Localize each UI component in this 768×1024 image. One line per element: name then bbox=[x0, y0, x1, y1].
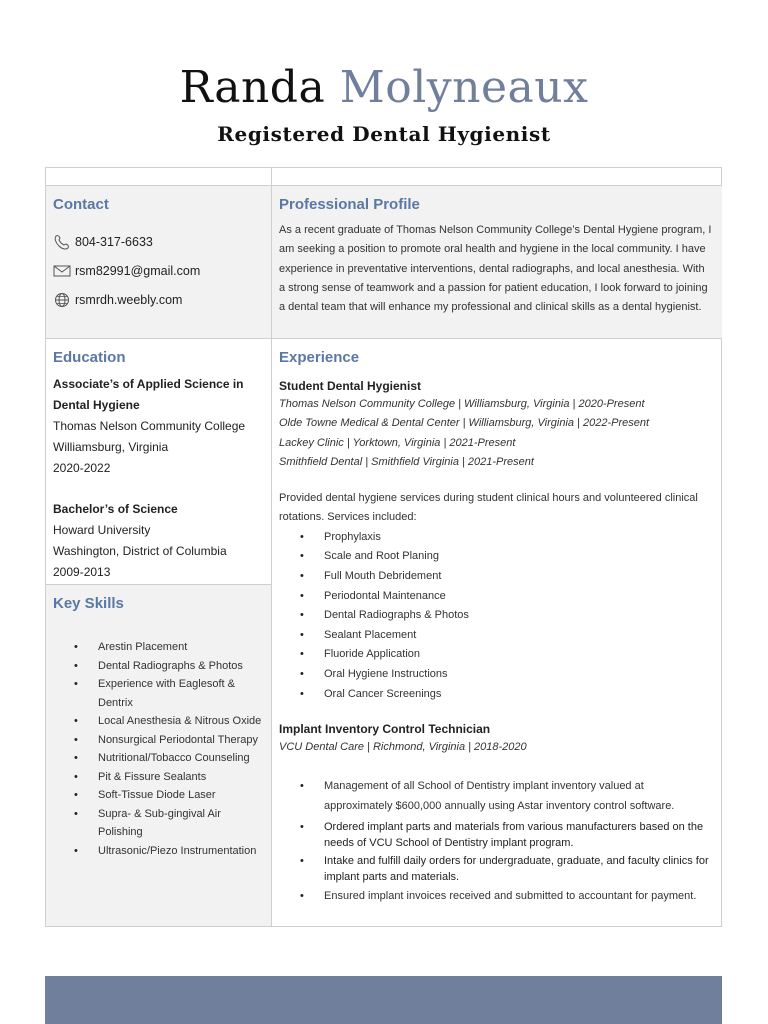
website-link[interactable]: rsmrdh.weebly.com bbox=[75, 292, 183, 307]
job-summary: Provided dental hygiene services during student clinical hours and volunteered clinical rotations. Services included: bbox=[279, 492, 698, 524]
experience-heading: Experience bbox=[279, 349, 360, 366]
contact-heading: Contact bbox=[53, 196, 109, 213]
list-item: • Oral Cancer Screenings bbox=[279, 685, 712, 705]
candidate-name bbox=[0, 60, 768, 116]
list-item: • Ordered implant parts and materials from various manufacturers based on the needs of VCU School of Dentistry implant program. bbox=[279, 819, 712, 851]
list-item: • Ensured implant invoices received and submitted to accountant for payment. bbox=[279, 887, 712, 907]
profile-heading: Professional Profile bbox=[279, 196, 420, 213]
degree-name: Associate’s of Applied Science in bbox=[53, 377, 244, 391]
education-years: 2020-2022 bbox=[53, 461, 111, 475]
education-item bbox=[53, 499, 267, 583]
list-item: • Management of all School of Dentistry implant inventory valued at approximately $600,000 annually using Astar inventory control software. bbox=[279, 777, 712, 816]
job-place: Smithfield Dental | Smithfield Virginia | 2021-Present bbox=[279, 455, 534, 468]
degree-name: Bachelor’s of Science bbox=[53, 502, 178, 516]
job-title: Registered Dental Hygienist bbox=[217, 122, 551, 146]
list-item: • Prophylaxis bbox=[279, 528, 712, 548]
list-item: • Supra- & Sub-gingival Air Polishing bbox=[46, 805, 267, 842]
list-item: • Experience with Eaglesoft & Dentrix bbox=[46, 675, 267, 712]
education-heading: Education bbox=[53, 349, 126, 366]
school-name: Howard University bbox=[53, 523, 151, 537]
job-place: Lackey Clinic | Yorktown, Virginia | 2021-Present bbox=[279, 436, 516, 449]
services-list bbox=[279, 528, 712, 704]
skills-section bbox=[46, 585, 271, 926]
list-item: • Full Mouth Debridement bbox=[279, 567, 712, 587]
job-title: Student Dental Hygienist bbox=[279, 379, 422, 393]
job-title: Implant Inventory Control Technician bbox=[279, 722, 491, 737]
school-location: Washington, District of Columbia bbox=[53, 544, 227, 558]
list-item: • Intake and fulfill daily orders for undergraduate, graduate, and faculty clinics for implant parts and materials. bbox=[279, 853, 712, 885]
list-item: • Scale and Root Planing bbox=[279, 547, 712, 567]
school-name: Thomas Nelson Community College bbox=[53, 419, 246, 433]
list-item: • Local Anesthesia & Nitrous Oxide bbox=[46, 712, 267, 731]
education-years: 2009-2013 bbox=[53, 565, 111, 579]
phone-row bbox=[53, 227, 271, 256]
list-item: • Dental Radiographs & Photos bbox=[279, 606, 712, 626]
list-item: • Ultrasonic/Piezo Instrumentation bbox=[46, 842, 267, 861]
job-place: Olde Towne Medical & Dental Center | Williamsburg, Virginia | 2022-Present bbox=[279, 417, 650, 430]
school-location: Williamsburg, Virginia bbox=[53, 440, 169, 454]
education-section bbox=[46, 339, 271, 584]
list-item: • Dental Radiographs & Photos bbox=[46, 657, 267, 676]
last-name: Molyneaux bbox=[339, 62, 589, 113]
skills-heading: Key Skills bbox=[53, 595, 124, 612]
list-item: • Arestin Placement bbox=[46, 638, 267, 657]
list-item: • Fluoride Application bbox=[279, 645, 712, 665]
contact-section bbox=[46, 186, 271, 338]
education-item bbox=[53, 374, 267, 479]
experience-section bbox=[272, 339, 722, 926]
envelope-icon bbox=[53, 264, 71, 278]
duties-list bbox=[279, 819, 712, 885]
footer-bar bbox=[45, 976, 722, 1024]
profile-section bbox=[272, 186, 722, 338]
list-item: • Nutritional/Tobacco Counseling bbox=[46, 749, 267, 768]
phone-number[interactable]: 804-317-6633 bbox=[75, 234, 153, 249]
degree-name: Dental Hygiene bbox=[53, 398, 140, 412]
first-name: Randa bbox=[179, 62, 326, 113]
email-row bbox=[53, 256, 271, 285]
job-place: VCU Dental Care | Richmond, Virginia | 2018-2020 bbox=[279, 741, 527, 754]
profile-text: As a recent graduate of Thomas Nelson Community College’s Dental Hygiene program, I am seeking a position to promote oral health and hygiene in the local community. I have experience in preventative interventions, dental radiographs, and local anesthesia. With a strong sense of teamwork and a passion for patient education, I look forward to joining a dental team that will enhance my professional and clinical skills as a dental hygienist. bbox=[279, 224, 712, 314]
skills-list bbox=[46, 638, 267, 860]
job-place: Thomas Nelson Community College | Williamsburg, Virginia | 2020-Present bbox=[279, 398, 645, 410]
list-item: • Sealant Placement bbox=[279, 626, 712, 646]
list-item: • Nonsurgical Periodontal Therapy bbox=[46, 731, 267, 750]
phone-icon bbox=[53, 234, 71, 250]
list-item: • Oral Hygiene Instructions bbox=[279, 665, 712, 685]
list-item: • Soft-Tissue Diode Laser bbox=[46, 786, 267, 805]
resume-grid bbox=[45, 167, 722, 927]
duties-list bbox=[279, 777, 712, 816]
globe-icon bbox=[53, 292, 71, 308]
website-row bbox=[53, 285, 271, 314]
list-item: • Periodontal Maintenance bbox=[279, 587, 712, 607]
list-item: • Pit & Fissure Sealants bbox=[46, 768, 267, 787]
email-address[interactable]: rsm82991@gmail.com bbox=[75, 263, 201, 278]
duties-list bbox=[279, 887, 712, 907]
